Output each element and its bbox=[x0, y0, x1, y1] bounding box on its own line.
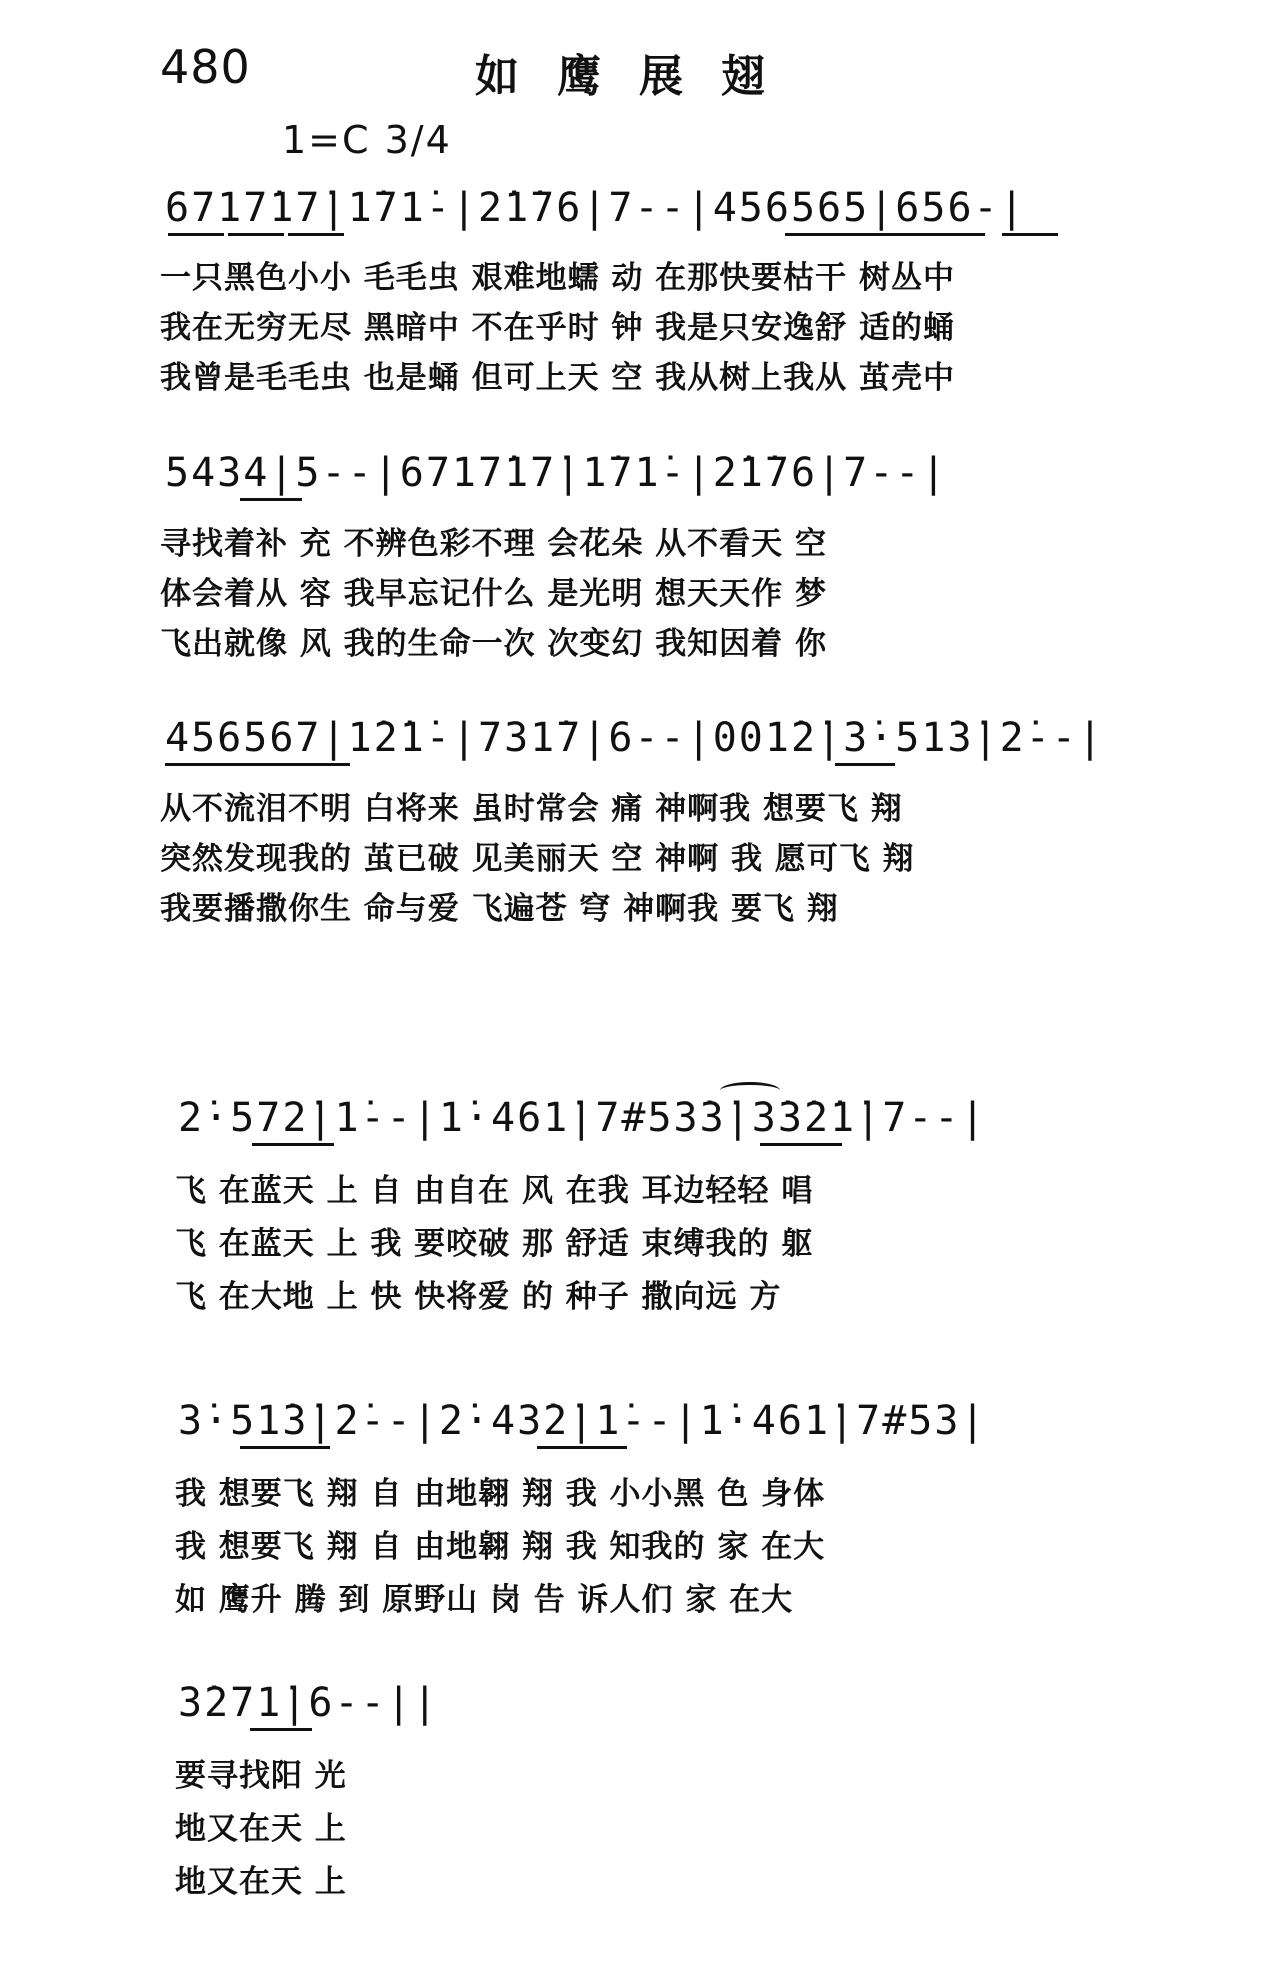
lyric-line-2-2: 体会着从 容 我早忘记什么 是光明 想天天作 梦 bbox=[160, 576, 827, 612]
lyric-line-2-3: 飞出就像 风 我的生命一次 次变幻 我知因着 你 bbox=[160, 626, 827, 662]
notation-line-5: 3̇·51̇3̇|2̇--|2̇·43̇2̇|1̇--|1̇·461̇|7#53| bbox=[178, 1398, 987, 1444]
beam-mark bbox=[1002, 233, 1058, 236]
lyric-line-1-1: 一只黑色小小 毛毛虫 艰难地蠕 动 在那快要枯干 树丛中 bbox=[160, 260, 955, 296]
beam-mark bbox=[537, 1446, 627, 1449]
notation-line-3: 456567|1̇2̇1̇-|731̇7|6--|001̇2̇|3̇·51̇3̇|2̇--| bbox=[165, 715, 1104, 761]
lyric-line-5-1: 我 想要飞 翔 自 由地翱 翔 我 小小黑 色 身体 bbox=[175, 1476, 826, 1512]
notation-line-2: 5434|5--|6717̇17̇|1̇71̇-|2̇1̇76|7--| bbox=[165, 450, 948, 496]
beam-mark bbox=[250, 1728, 312, 1731]
lyric-line-6-2: 地又在天 上 bbox=[175, 1811, 347, 1847]
lyric-line-5-2: 我 想要飞 翔 自 由地翱 翔 我 知我的 家 在大 bbox=[175, 1529, 826, 1565]
lyric-line-2-1: 寻找着补 充 不辨色彩不理 会花朵 从不看天 空 bbox=[160, 526, 827, 562]
beam-mark bbox=[835, 763, 895, 766]
notation-line-4: 2̇·572̇|1̇--|1̇·461̇|7#53̇3̇|3̇3̇2̇1̇|7--| bbox=[178, 1095, 987, 1141]
beam-mark bbox=[240, 498, 302, 501]
lyric-line-4-1: 飞 在蓝天 上 自 由自在 风 在我 耳边轻轻 唱 bbox=[175, 1173, 814, 1209]
lyric-line-6-3: 地又在天 上 bbox=[175, 1864, 347, 1900]
lyric-line-4-2: 飞 在蓝天 上 我 要咬破 那 舒适 束缚我的 躯 bbox=[175, 1226, 814, 1262]
beam-mark bbox=[228, 233, 284, 236]
beam-mark bbox=[168, 233, 224, 236]
notation-line-1: 6717̇17̇|1̇71̇-|2̇1̇76|7--|456565|656-| bbox=[165, 185, 1026, 231]
beam-mark bbox=[785, 233, 985, 236]
lyric-line-3-3: 我要播撒你生 命与爱 飞遍苍 穹 神啊我 要飞 翔 bbox=[160, 891, 839, 927]
beam-mark bbox=[760, 1143, 842, 1146]
key-signature: 1=C 3/4 bbox=[282, 118, 452, 162]
lyric-line-4-3: 飞 在大地 上 快 快将爱 的 种子 撒向远 方 bbox=[175, 1279, 782, 1315]
beam-mark bbox=[240, 1446, 330, 1449]
song-title: 如鹰展翅 bbox=[475, 51, 803, 102]
lyric-line-1-3: 我曾是毛毛虫 也是蛹 但可上天 空 我从树上我从 茧壳中 bbox=[160, 360, 955, 396]
lyric-line-1-2: 我在无穷无尽 黑暗中 不在乎时 钟 我是只安逸舒 适的蛹 bbox=[160, 310, 955, 346]
lyric-line-3-1: 从不流泪不明 白将来 虽时常会 痛 神啊我 想要飞 翔 bbox=[160, 791, 903, 827]
notation-line-6: 3̇271̇|6--|| bbox=[178, 1680, 439, 1726]
lyric-line-3-2: 突然发现我的 茧已破 见美丽天 空 神啊 我 愿可飞 翔 bbox=[160, 841, 915, 877]
lyric-line-6-1: 要寻找阳 光 bbox=[175, 1758, 347, 1794]
page-number: 480 bbox=[160, 40, 251, 94]
beam-mark bbox=[252, 1143, 334, 1146]
beam-mark bbox=[165, 763, 350, 766]
beam-mark bbox=[288, 233, 344, 236]
lyric-line-5-3: 如 鹰升 腾 到 原野山 岗 告 诉人们 家 在大 bbox=[175, 1582, 794, 1618]
tie-mark bbox=[720, 1082, 780, 1099]
